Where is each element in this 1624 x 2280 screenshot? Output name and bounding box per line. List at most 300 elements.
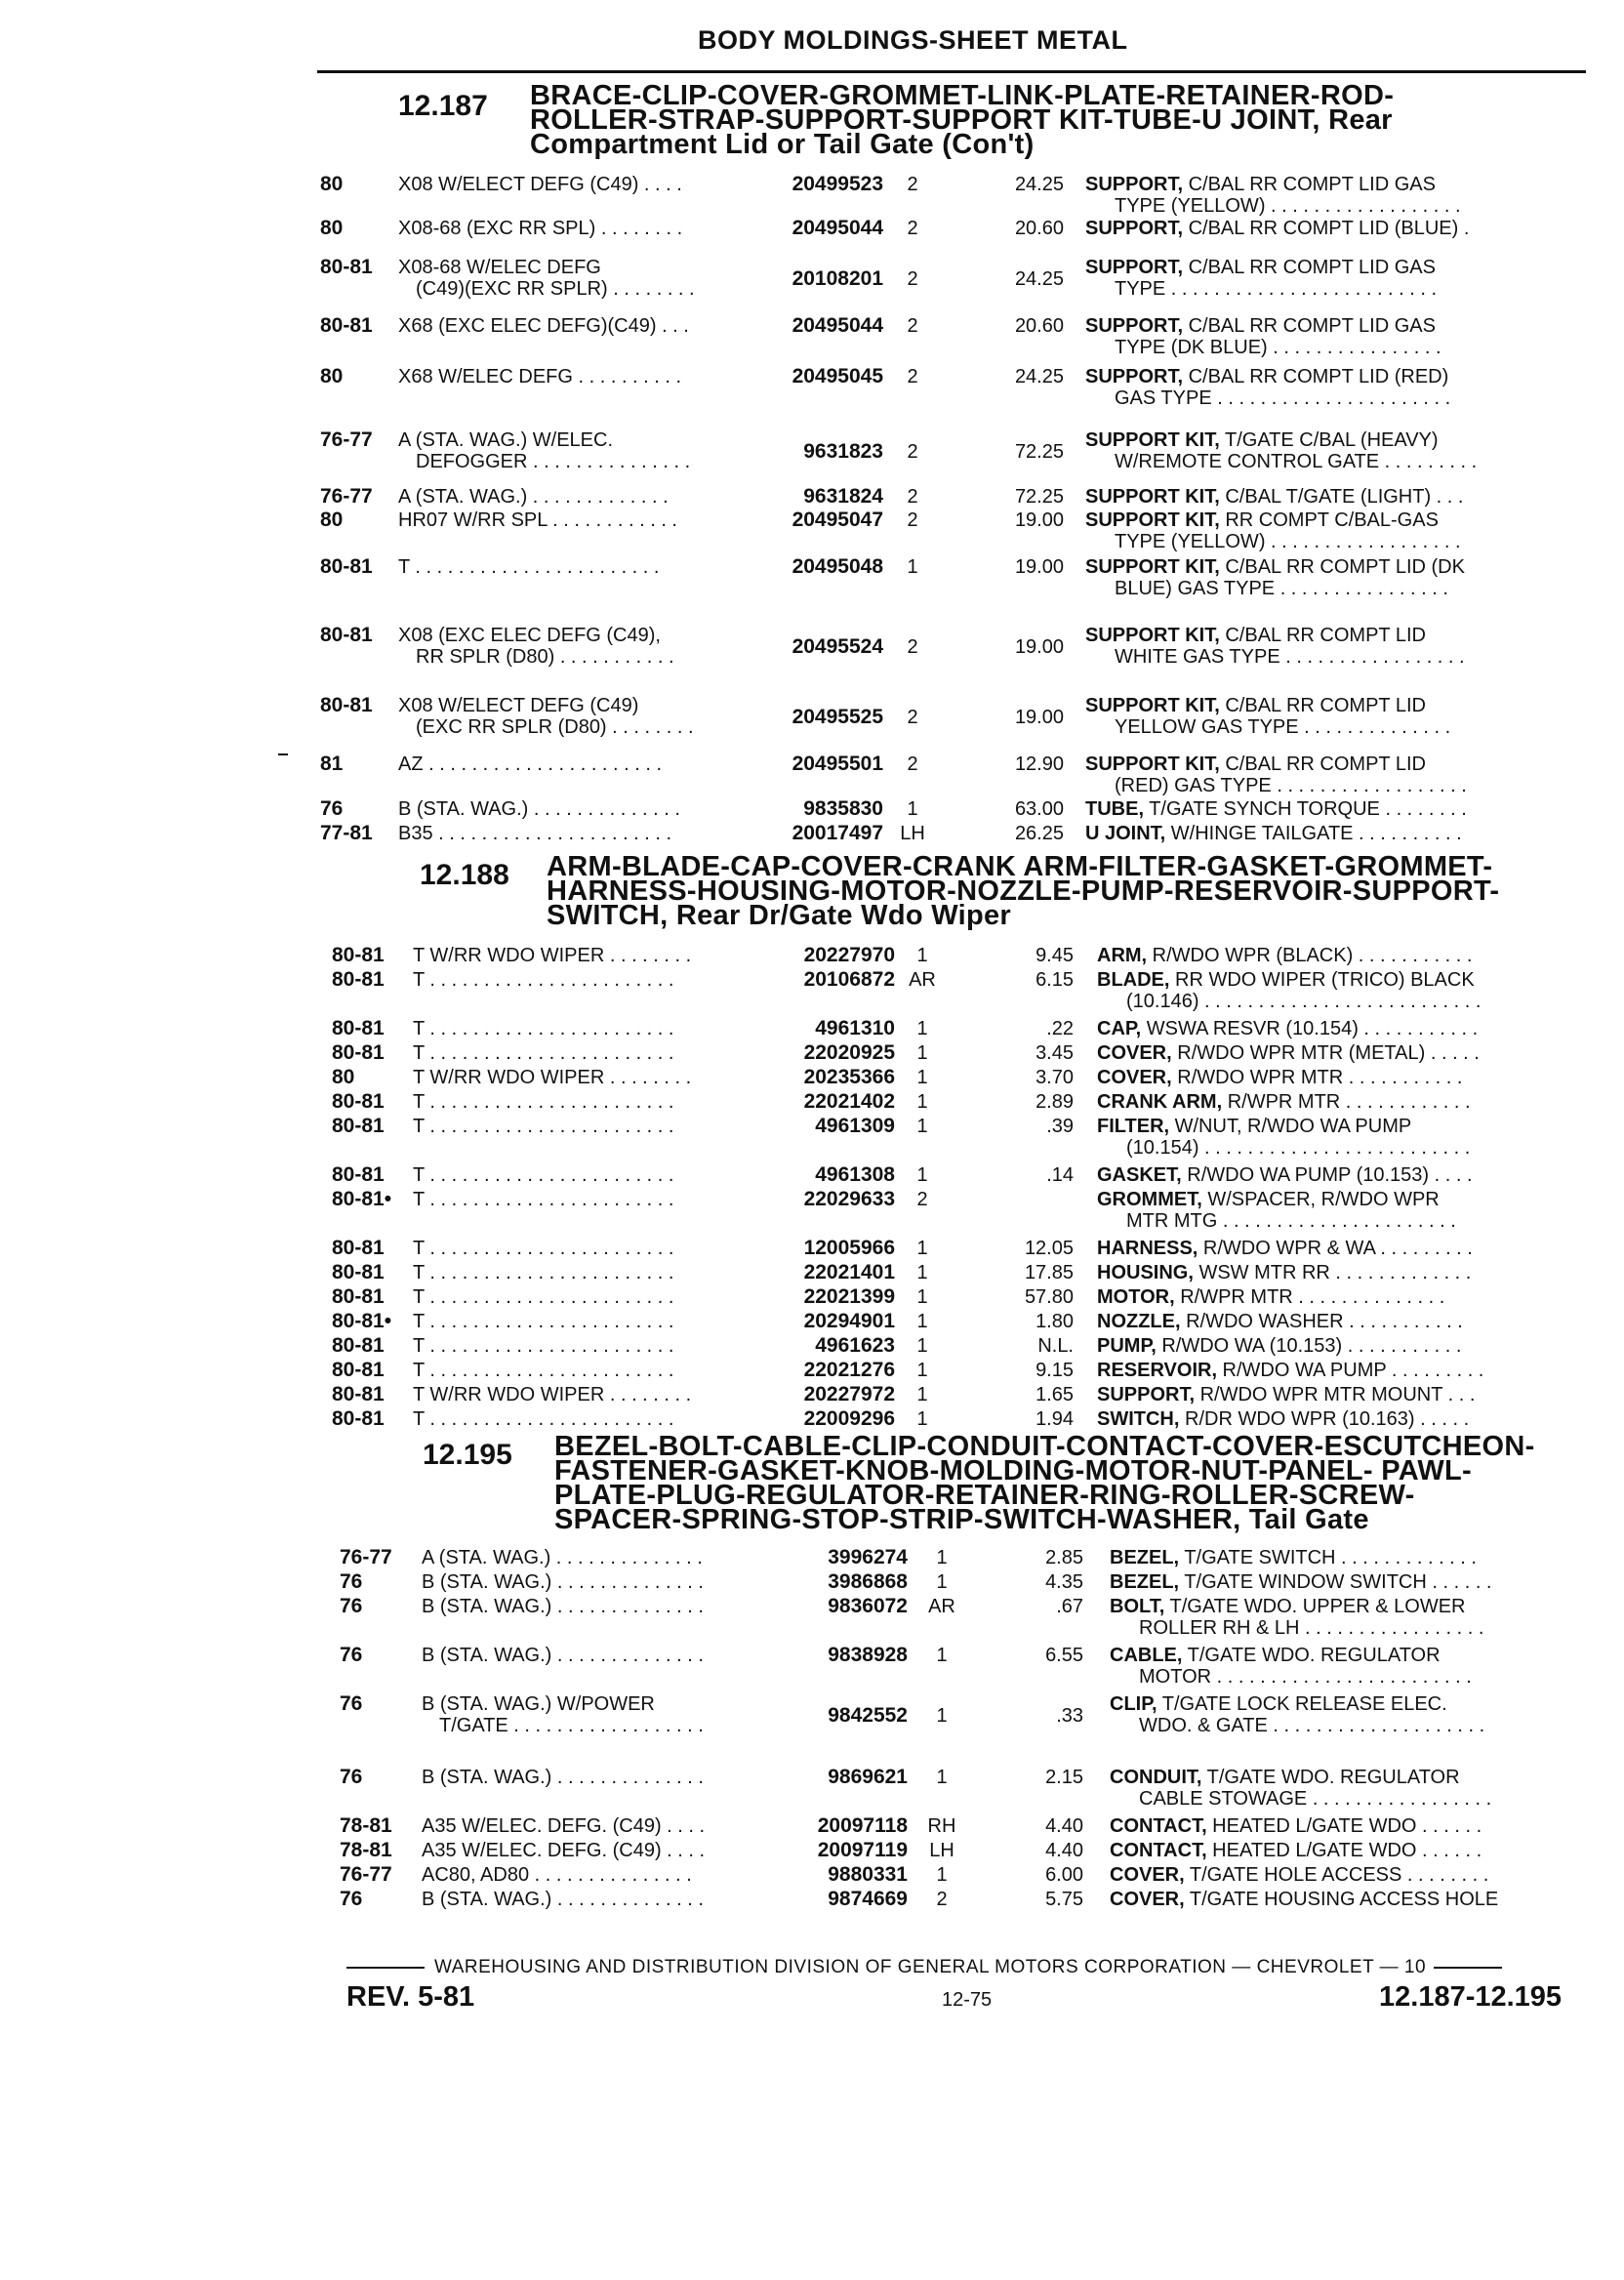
description-line: TYPE (DK BLUE) . . . . . . . . . . . . . . . . [1115, 337, 1441, 358]
description-line: GASKET, R/WDO WA PUMP (10.153) . . . . [1097, 1164, 1473, 1186]
description-line: BEZEL, T/GATE WINDOW SWITCH . . . . . . [1110, 1571, 1492, 1593]
part-description [1085, 556, 1624, 599]
part-description [1097, 1164, 1624, 1186]
part-description [1097, 1116, 1624, 1159]
part-number: 9631824 [803, 485, 883, 508]
table-row [0, 1384, 1624, 1405]
section-title-line: ROLLER-STRAP-SUPPORT-SUPPORT KIT-TUBE-U JOINT, Rear [530, 104, 1393, 136]
part-number: 20097119 [817, 1839, 908, 1861]
part-number: 20495047 [792, 509, 883, 531]
application [422, 1571, 773, 1593]
part-number: 4961309 [815, 1115, 895, 1137]
part-number: 20495048 [792, 555, 883, 578]
description-line: WHITE GAS TYPE . . . . . . . . . . . . . . . . . [1115, 646, 1465, 668]
price: 24.25 [1014, 268, 1064, 290]
description-line: SUPPORT, C/BAL RR COMPT LID (BLUE) . [1085, 218, 1470, 239]
part-description [1110, 1693, 1624, 1736]
section-title-line: BEZEL-BOLT-CABLE-CLIP-CONDUIT-CONTACT-COVER-ESCUTCHEON- [554, 1431, 1535, 1462]
table-row [0, 1360, 1624, 1381]
footer-section-range: 12.187-12.195 [1379, 1981, 1563, 2013]
quantity: AR [909, 969, 936, 991]
part-description [1097, 1262, 1624, 1283]
part-number: 20294901 [803, 1310, 895, 1332]
description-line: COVER, T/GATE HOLE ACCESS . . . . . . . . [1110, 1864, 1489, 1886]
model-year: 80 [320, 509, 344, 531]
description-line: SUPPORT, C/BAL RR COMPT LID GAS [1085, 315, 1436, 337]
model-year: 77-81 [320, 822, 373, 844]
description-line: GAS TYPE . . . . . . . . . . . . . . . . . . . . . . [1115, 387, 1451, 409]
price: 19.00 [1014, 707, 1064, 728]
table-row [0, 1408, 1624, 1430]
price: 20.60 [1014, 218, 1064, 239]
quantity: 2 [907, 174, 918, 195]
price: 57.80 [1024, 1286, 1074, 1308]
part-number: 9836072 [828, 1595, 908, 1617]
application-line: A (STA. WAG.) . . . . . . . . . . . . . . [422, 1547, 703, 1568]
model-year: 81 [320, 753, 344, 775]
application-line: (C49)(EXC RR SPLR) . . . . . . . . [416, 278, 695, 300]
section-title-line: SPACER-SPRING-STOP-STRIP-SWITCH-WASHER, Tail Gate [554, 1504, 1369, 1535]
section-title-line: SWITCH, Rear Dr/Gate Wdo Wiper [547, 900, 1012, 931]
quantity: 2 [907, 441, 918, 463]
quantity: 2 [907, 268, 918, 290]
description-line: TYPE (YELLOW) . . . . . . . . . . . . . . . . . . [1115, 531, 1461, 552]
table-row [0, 968, 1624, 1012]
application [413, 1067, 764, 1088]
application [398, 509, 750, 531]
quantity: 2 [907, 509, 918, 531]
quantity: RH [927, 1815, 956, 1837]
model-year: 76 [340, 1692, 363, 1715]
application-line: T . . . . . . . . . . . . . . . . . . . . . . . [413, 1164, 674, 1186]
description-line: SUPPORT KIT, C/BAL T/GATE (LIGHT) . . . [1085, 486, 1464, 508]
application [398, 257, 750, 300]
footer-publisher-text: WAREHOUSING AND DISTRIBUTION DIVISION OF GENERAL MOTORS CORPORATION — CHEVROLET — 10 [434, 1957, 1427, 1977]
part-description [1097, 1335, 1624, 1357]
part-number: 3996274 [828, 1546, 908, 1568]
price: 6.00 [1045, 1864, 1083, 1886]
description-line: CABLE, T/GATE WDO. REGULATOR [1110, 1645, 1441, 1666]
table-row [0, 1692, 1624, 1736]
part-description [1085, 315, 1624, 358]
application-line: A (STA. WAG.) W/ELEC. [398, 429, 614, 451]
description-line: BLADE, RR WDO WIPER (TRICO) BLACK [1097, 969, 1475, 991]
table-row [0, 1238, 1624, 1259]
table-row [0, 1067, 1624, 1088]
model-year: 80-81 [332, 1285, 385, 1308]
part-description [1110, 1596, 1624, 1639]
part-number: 20227972 [803, 1383, 895, 1405]
price: .33 [1056, 1705, 1083, 1727]
application [398, 823, 750, 844]
application [422, 1840, 773, 1861]
quantity: 1 [936, 1767, 948, 1788]
model-year: 80-81 [332, 1017, 385, 1039]
part-number: 20017497 [792, 822, 883, 844]
price: 6.15 [1035, 969, 1074, 991]
table-row [0, 1188, 1624, 1232]
price: 17.85 [1024, 1262, 1074, 1283]
price: 26.25 [1014, 823, 1064, 844]
description-line: GROMMET, W/SPACER, R/WDO WPR [1097, 1189, 1440, 1210]
application-line: X08-68 W/ELEC DEFG [398, 257, 601, 278]
description-line: U JOINT, W/HINGE TAILGATE . . . . . . . . . . [1085, 823, 1462, 844]
application [413, 1286, 764, 1308]
section-number: 12.188 [420, 859, 509, 891]
table-row [0, 798, 1624, 820]
model-year: 80-81 [332, 1261, 385, 1283]
price: 12.90 [1014, 753, 1064, 775]
description-line: WDO. & GATE . . . . . . . . . . . . . . . . . . . . [1139, 1715, 1485, 1736]
application-line: B (STA. WAG.) . . . . . . . . . . . . . . [422, 1645, 704, 1666]
part-description [1085, 753, 1624, 796]
description-line: CAP, WSWA RESVR (10.154) . . . . . . . . . . . [1097, 1018, 1479, 1039]
model-year: 80-81 [332, 1090, 385, 1113]
quantity: 1 [907, 556, 918, 578]
price: 12.05 [1024, 1238, 1074, 1259]
part-number: 20097118 [817, 1814, 908, 1837]
part-description [1097, 1360, 1624, 1381]
part-number: 20499523 [792, 173, 883, 195]
price: .14 [1046, 1164, 1074, 1186]
quantity: 1 [916, 1286, 928, 1308]
application [398, 695, 750, 738]
application [413, 1238, 764, 1259]
part-description [1097, 969, 1624, 1012]
part-description [1110, 1645, 1624, 1688]
model-year: 76 [340, 1766, 363, 1788]
table-row [0, 1335, 1624, 1357]
section-title-line: BRACE-CLIP-COVER-GROMMET-LINK-PLATE-RETAINER-ROD- [530, 80, 1395, 111]
price: 19.00 [1014, 556, 1064, 578]
description-line: BOLT, T/GATE WDO. UPPER & LOWER [1110, 1596, 1466, 1617]
section-title [554, 1431, 1535, 1535]
description-line: COVER, T/GATE HOUSING ACCESS HOLE [1110, 1889, 1499, 1910]
table-row [0, 1262, 1624, 1283]
description-line: CONDUIT, T/GATE WDO. REGULATOR [1110, 1767, 1460, 1788]
description-line: MOTOR . . . . . . . . . . . . . . . . . . . . . . . . [1139, 1666, 1472, 1688]
description-line: BLUE) GAS TYPE . . . . . . . . . . . . . . . . [1115, 578, 1448, 599]
application [413, 1360, 764, 1381]
description-line: TYPE (YELLOW) . . . . . . . . . . . . . . . . . . [1115, 195, 1461, 217]
model-year: 76 [340, 1595, 363, 1617]
description-line: RESERVOIR, R/WDO WA PUMP . . . . . . . . . [1097, 1360, 1484, 1381]
model-year: 76 [340, 1644, 363, 1666]
quantity: 2 [907, 486, 918, 508]
quantity: 1 [916, 1091, 928, 1113]
description-line: HOUSING, WSW MTR RR . . . . . . . . . . . . . [1097, 1262, 1472, 1283]
model-year: 80-81 [332, 968, 385, 991]
application-line: T . . . . . . . . . . . . . . . . . . . . . . . [413, 1408, 674, 1430]
description-line: W/REMOTE CONTROL GATE . . . . . . . . . [1115, 451, 1478, 472]
part-description [1085, 798, 1624, 820]
part-number: 20108201 [792, 267, 883, 290]
application-line: T W/RR WDO WIPER . . . . . . . . [413, 945, 692, 966]
model-year: 76-77 [320, 485, 373, 508]
table-row [0, 1164, 1624, 1186]
model-year: 80-81 [332, 1334, 385, 1357]
application [398, 753, 750, 775]
table-row [0, 509, 1624, 552]
model-year: 80-81 [320, 694, 373, 716]
application [398, 366, 750, 387]
price: 1.80 [1035, 1311, 1074, 1332]
part-description [1110, 1571, 1624, 1593]
quantity: 1 [916, 945, 928, 966]
quantity: 1 [916, 1360, 928, 1381]
description-line: (10.154) . . . . . . . . . . . . . . . . . . . . . . . . . [1126, 1137, 1471, 1159]
model-year: 80 [332, 1066, 355, 1088]
description-line: MTR MTG . . . . . . . . . . . . . . . . . . . . . . [1126, 1210, 1456, 1232]
section-title-line: HARNESS-HOUSING-MOTOR-NOZZLE-PUMP-RESERVOIR-SUPPORT- [547, 875, 1500, 907]
application [413, 1262, 764, 1283]
application-line: T W/RR WDO WIPER . . . . . . . . [413, 1384, 692, 1405]
table-row [0, 1840, 1624, 1861]
part-description [1097, 1384, 1624, 1405]
price: N.L. [1037, 1335, 1074, 1357]
quantity: 1 [936, 1645, 948, 1666]
part-description [1085, 625, 1624, 668]
application [398, 429, 750, 472]
section-number: 12.195 [423, 1439, 512, 1471]
quantity: 1 [916, 1018, 928, 1039]
part-description [1097, 945, 1624, 966]
table-row [0, 314, 1624, 358]
description-line: SUPPORT, R/WDO WPR MTR MOUNT . . . [1097, 1384, 1476, 1405]
part-description [1097, 1311, 1624, 1332]
application-line: T . . . . . . . . . . . . . . . . . . . . . . . [413, 1286, 674, 1308]
price: 72.25 [1014, 486, 1064, 508]
part-description [1085, 366, 1624, 409]
model-year: 78-81 [340, 1814, 392, 1837]
price: 9.15 [1035, 1360, 1074, 1381]
part-number: 20495045 [792, 365, 883, 387]
price: 72.25 [1014, 441, 1064, 463]
application-line: (EXC RR SPLR (D80) . . . . . . . . [416, 716, 694, 738]
description-line: SUPPORT KIT, C/BAL RR COMPT LID [1085, 753, 1426, 775]
footer-rule-left [346, 1967, 425, 1969]
application-line: AC80, AD80 . . . . . . . . . . . . . . . [422, 1864, 692, 1886]
application-line: T . . . . . . . . . . . . . . . . . . . . . . . [413, 1018, 674, 1039]
part-number: 20106872 [803, 968, 895, 991]
application-line: T/GATE . . . . . . . . . . . . . . . . . . [439, 1715, 704, 1736]
table-row [0, 1595, 1624, 1639]
description-line: SUPPORT KIT, T/GATE C/BAL (HEAVY) [1085, 429, 1439, 451]
application [413, 1018, 764, 1039]
part-number: 20227970 [803, 944, 895, 966]
application [398, 174, 750, 195]
description-line: SUPPORT KIT, C/BAL RR COMPT LID (DK [1085, 556, 1465, 578]
table-row [0, 256, 1624, 300]
application-line: B (STA. WAG.) . . . . . . . . . . . . . . [422, 1767, 704, 1788]
price: 1.94 [1035, 1408, 1074, 1430]
part-description [1097, 1067, 1624, 1088]
quantity: 2 [907, 315, 918, 337]
section-title [530, 80, 1395, 160]
price: 4.40 [1045, 1840, 1083, 1861]
quantity: 2 [907, 707, 918, 728]
description-line: SWITCH, R/DR WDO WPR (10.163) . . . . . [1097, 1408, 1470, 1430]
part-description [1110, 1815, 1624, 1837]
part-number: 22021399 [803, 1285, 895, 1308]
application [413, 945, 764, 966]
application-line: X08 (EXC ELEC DEFG (C49), [398, 625, 661, 646]
model-year: 80-81 [332, 944, 385, 966]
quantity: 1 [916, 1042, 928, 1064]
model-year: 80-81 [332, 1359, 385, 1381]
price: 1.65 [1035, 1384, 1074, 1405]
table-row [0, 1766, 1624, 1810]
description-line: COVER, R/WDO WPR MTR (METAL) . . . . . [1097, 1042, 1480, 1064]
application [398, 315, 750, 337]
application-line: DEFOGGER . . . . . . . . . . . . . . . [416, 451, 691, 472]
application-line: T . . . . . . . . . . . . . . . . . . . . . . . [398, 556, 660, 578]
part-number: 4961310 [815, 1017, 895, 1039]
description-line: NOZZLE, R/WDO WASHER . . . . . . . . . . . [1097, 1311, 1463, 1332]
application [413, 969, 764, 991]
part-number: 20235366 [803, 1066, 895, 1088]
quantity: 2 [916, 1189, 928, 1210]
table-row [0, 1286, 1624, 1308]
part-description [1097, 1238, 1624, 1259]
application [422, 1596, 773, 1617]
application [422, 1547, 773, 1568]
application [398, 625, 750, 668]
price: 24.25 [1014, 174, 1064, 195]
table-row [0, 1115, 1624, 1159]
model-year: 80-81 [332, 1115, 385, 1137]
part-description [1085, 218, 1624, 239]
part-description [1085, 174, 1624, 217]
price: 2.15 [1045, 1767, 1083, 1788]
quantity: 1 [907, 798, 918, 820]
part-number: 22021401 [803, 1261, 895, 1283]
application [413, 1164, 764, 1186]
table-row [0, 428, 1624, 472]
application-line: A35 W/ELEC. DEFG. (C49) . . . . [422, 1815, 706, 1837]
description-line: CONTACT, HEATED L/GATE WDO . . . . . . [1110, 1815, 1482, 1837]
description-line: ROLLER RH & LH . . . . . . . . . . . . . . . . . [1139, 1617, 1484, 1639]
model-year: 76 [340, 1888, 363, 1910]
part-description [1110, 1547, 1624, 1568]
application-line: T . . . . . . . . . . . . . . . . . . . . . . . [413, 1335, 674, 1357]
application-line: T . . . . . . . . . . . . . . . . . . . . . . . [413, 1262, 674, 1283]
application [422, 1767, 773, 1788]
application [413, 1335, 764, 1357]
part-number: 22029633 [803, 1188, 895, 1210]
price: 4.40 [1045, 1815, 1083, 1837]
part-description [1097, 1408, 1624, 1430]
application-line: B (STA. WAG.) . . . . . . . . . . . . . . [422, 1596, 704, 1617]
part-description [1110, 1767, 1624, 1810]
part-number: 3986868 [828, 1570, 908, 1593]
part-description [1085, 695, 1624, 738]
application-line: T . . . . . . . . . . . . . . . . . . . . . . . [413, 1189, 674, 1210]
model-year: 80-81 [332, 1237, 385, 1259]
part-number: 20495044 [792, 217, 883, 239]
quantity: 1 [916, 1238, 928, 1259]
description-line: ARM, R/WDO WPR (BLACK) . . . . . . . . . . . [1097, 945, 1473, 966]
section-title-line: ARM-BLADE-CAP-COVER-CRANK ARM-FILTER-GASKET-GROMMET- [547, 851, 1493, 882]
part-number: 9631823 [803, 440, 883, 463]
application-line: X08 W/ELECT DEFG (C49) . . . . [398, 174, 682, 195]
quantity: 1 [916, 1384, 928, 1405]
part-description [1085, 509, 1624, 552]
part-number: 22020925 [803, 1041, 895, 1064]
application-line: B (STA. WAG.) . . . . . . . . . . . . . . [422, 1889, 704, 1910]
description-line: (RED) GAS TYPE . . . . . . . . . . . . . . . . . . [1115, 775, 1467, 796]
part-number: 22009296 [803, 1407, 895, 1430]
part-description [1097, 1018, 1624, 1039]
model-year: 80-81• [332, 1310, 392, 1332]
price: 2.85 [1045, 1547, 1083, 1568]
part-number: 22021276 [803, 1359, 895, 1381]
price: .39 [1046, 1116, 1074, 1137]
application-line: X08 W/ELECT DEFG (C49) [398, 695, 639, 716]
description-line: PUMP, R/WDO WA (10.153) . . . . . . . . . . . [1097, 1335, 1462, 1357]
application-line: T . . . . . . . . . . . . . . . . . . . . . . . [413, 1360, 674, 1381]
application-line: X68 W/ELEC DEFG . . . . . . . . . . [398, 366, 682, 387]
part-number: 9880331 [828, 1863, 908, 1886]
quantity: 1 [936, 1705, 948, 1727]
description-line: SUPPORT, C/BAL RR COMPT LID GAS [1085, 174, 1436, 195]
application [398, 798, 750, 820]
quantity: 1 [916, 1335, 928, 1357]
quantity: 1 [916, 1311, 928, 1332]
description-line: SUPPORT KIT, C/BAL RR COMPT LID [1085, 695, 1426, 716]
part-number: 9842552 [828, 1704, 908, 1727]
table-row [0, 753, 1624, 796]
quantity: LH [900, 823, 925, 844]
application [422, 1864, 773, 1886]
part-description [1110, 1840, 1624, 1861]
table-row [0, 218, 1624, 239]
section-title-line: Compartment Lid or Tail Gate (Con't) [530, 129, 1035, 160]
model-year: 76-77 [320, 428, 373, 451]
table-row [0, 365, 1624, 409]
table-row [0, 1889, 1624, 1910]
part-description [1097, 1091, 1624, 1113]
description-line: BEZEL, T/GATE SWITCH . . . . . . . . . . . . . [1110, 1547, 1477, 1568]
description-line: CABLE STOWAGE . . . . . . . . . . . . . . . . . [1139, 1788, 1492, 1810]
application-line: T . . . . . . . . . . . . . . . . . . . . . . . [413, 969, 674, 991]
price: 3.45 [1035, 1042, 1074, 1064]
application-line: AZ . . . . . . . . . . . . . . . . . . . . . . [398, 753, 663, 775]
model-year: 80-81 [320, 314, 373, 337]
footer-revision: REV. 5-81 [346, 1981, 475, 2013]
application [398, 486, 750, 508]
application [413, 1408, 764, 1430]
model-year: 80 [320, 173, 344, 195]
quantity: 1 [916, 1164, 928, 1186]
part-description [1085, 429, 1624, 472]
application-line: T . . . . . . . . . . . . . . . . . . . . . . . [413, 1091, 674, 1113]
footer-publisher-line [346, 1957, 1586, 1978]
part-description [1085, 486, 1624, 508]
model-year: 80-81• [332, 1188, 392, 1210]
description-line: COVER, R/WDO WPR MTR . . . . . . . . . . . [1097, 1067, 1463, 1088]
application-line: A35 W/ELEC. DEFG. (C49) . . . . [422, 1840, 706, 1861]
application [422, 1645, 773, 1666]
part-number: 22021402 [803, 1090, 895, 1113]
model-year: 80 [320, 365, 344, 387]
section-title [547, 851, 1500, 931]
price: 9.45 [1035, 945, 1074, 966]
quantity: 2 [907, 366, 918, 387]
price: 6.55 [1045, 1645, 1083, 1666]
description-line: FILTER, W/NUT, R/WDO WA PUMP [1097, 1116, 1412, 1137]
price: 19.00 [1014, 509, 1064, 531]
